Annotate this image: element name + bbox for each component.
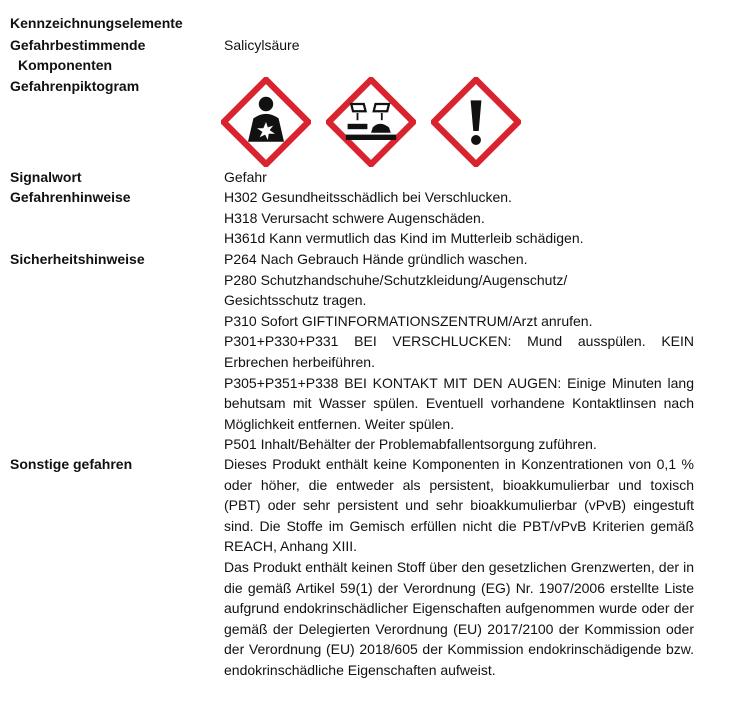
hazards-list <box>224 187 694 249</box>
precaution-statement: P280 Schutzhandschuhe/Schutzkleidung/Augenschutz/ Gesichtsschutz tragen. <box>224 271 568 309</box>
precaution-statement: P501 Inhalt/Behälter der Problemabfallentsorgung zuführen. <box>224 436 597 453</box>
section-title: Kennzeichnungselemente <box>10 15 183 31</box>
hazards-label: Gefahrenhinweise <box>10 189 131 205</box>
other-hazards-paragraph: Dieses Produkt enthält keine Komponenten in Konzentrationen von 0,1 % oder höher, die entweder als persistent, bioakkumulierbar und toxisch (PBT) oder sehr persistent und sehr bioakkumulierbar (vPvB) eingestuft sind. Die Stoffe im Gemisch erfüllen nicht die PBT/vPvB Kriterien gemäß REACH, Anhang XIII. <box>224 456 694 555</box>
other-hazards-label: Sonstige gefahren <box>10 456 133 472</box>
hazard-statement: H302 Gesundheitsschädlich bei Verschlucken. <box>224 189 512 205</box>
precautions-label: Sicherheitshinweise <box>10 251 145 267</box>
other-hazards-text <box>224 454 694 681</box>
exclamation-mark-icon <box>431 77 521 167</box>
precaution-statement: P305+P351+P338 BEI KONTAKT MIT DEN AUGEN: Einige Minuten lang behutsam mit Wasser spülen. Eventuell vorhandene Kontaktlinsen nach Möglichkeit entfernen. Weiter spülen. <box>224 374 694 432</box>
components-value: Salicylsäure <box>224 37 300 53</box>
precaution-statement: P264 Nach Gebrauch Hände gründlich waschen. <box>224 251 528 267</box>
signal-value: Gefahr <box>224 169 267 185</box>
precautions-list <box>224 249 694 455</box>
signal-label: Signalwort <box>10 169 82 185</box>
corrosion-icon <box>326 77 416 167</box>
health-hazard-icon <box>221 77 311 167</box>
hazard-statement: H361d Kann vermutlich das Kind im Mutterleib schädigen. <box>224 230 584 247</box>
pictograms-label: Gefahrenpiktogram <box>10 78 140 94</box>
components-label: Gefahrbestimmende <box>10 37 146 53</box>
precaution-statement: P310 Sofort GIFTINFORMATIONSZENTRUM/Arzt anrufen. <box>224 312 593 329</box>
hazard-statement: H318 Verursacht schwere Augenschäden. <box>224 209 485 226</box>
precaution-statement: P301+P330+P331 BEI VERSCHLUCKEN: Mund ausspülen. KEIN Erbrechen herbeiführen. <box>224 333 694 370</box>
other-hazards-paragraph: Das Produkt enthält keinen Stoff über den gesetzlichen Grenzwerten, der in die gemäß Artikel 59(1) der Verordnung (EG) Nr. 1907/2006 erstellte Liste aufgrund endokrinschädlicher Eigenschaften aufgenommen wurde oder der gemäß der Delegierten Verordnung (EU) 2017/2100 der Kommission oder der Verordnung (EU) 2018/605 der Kommission endokrinschädigende bzw. endokrinschädliche Eigenschaften aufweist. <box>224 558 694 678</box>
components-label-line2: Komponenten <box>18 57 113 73</box>
